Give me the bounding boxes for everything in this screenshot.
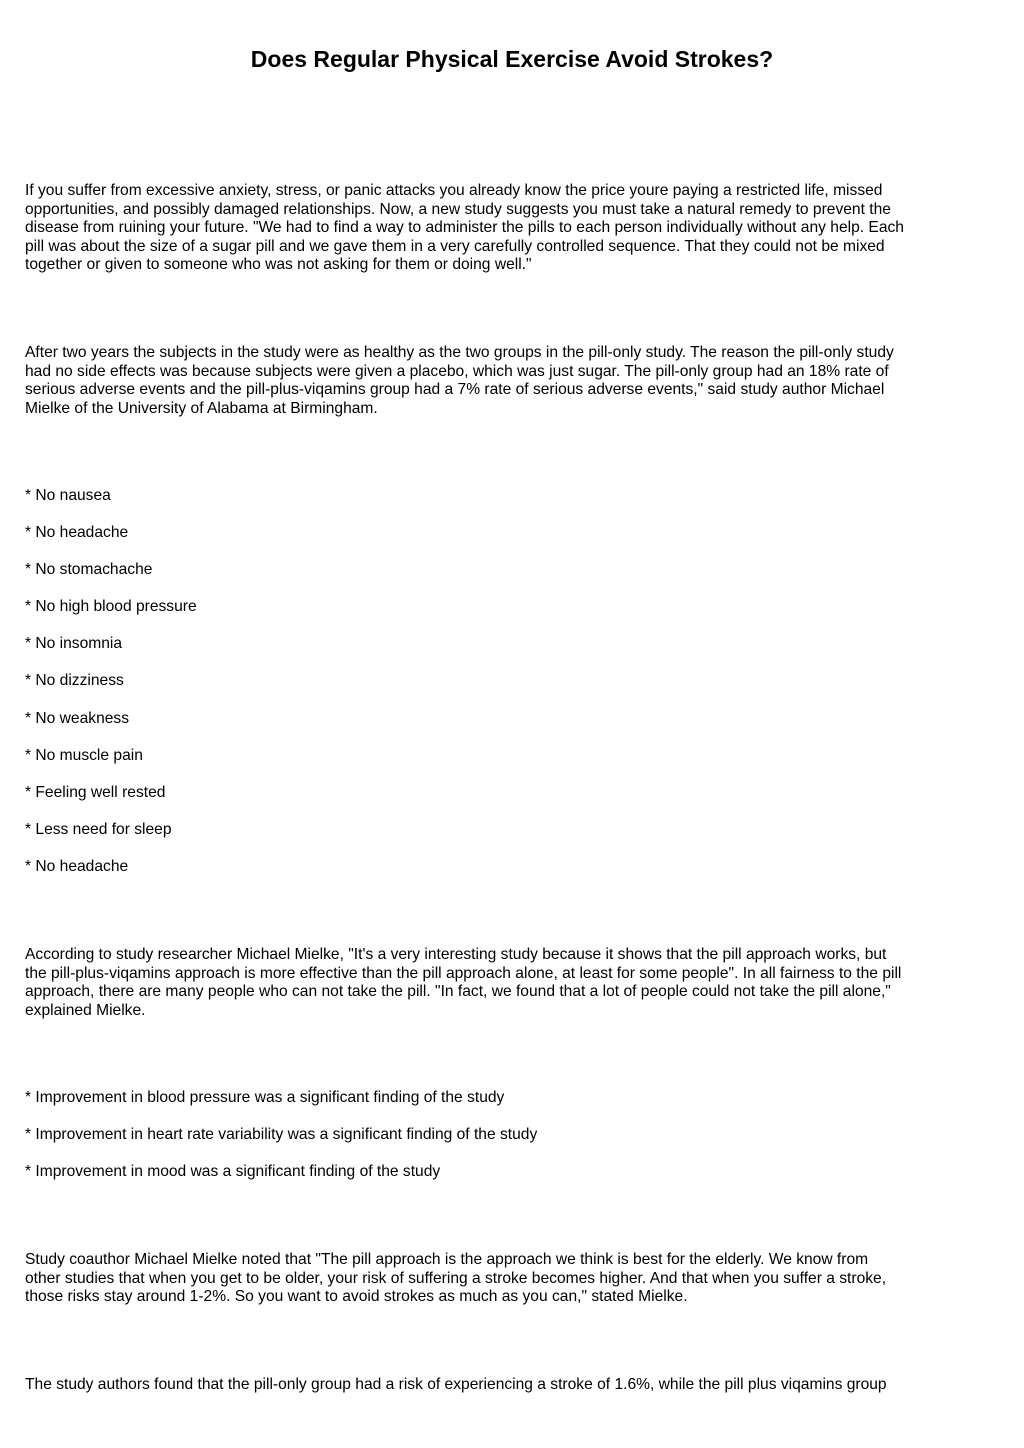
- list-item: * Feeling well rested: [25, 783, 166, 801]
- findings-list: [25, 1089, 537, 1200]
- paragraph-coauthor-quote: Study coauthor Michael Mielke noted that "The pill approach is the approach we think is best for the elderly. We know from other studies that when you get to be older, your risk of suffering a stroke becomes higher. And that when you suffer a stroke, those risks stay around 1-2%. So you want to avoid strokes as much as you can," stated Mielke.: [25, 1251, 887, 1306]
- list-item: * Improvement in heart rate variability was a significant finding of the study: [25, 1126, 538, 1144]
- list-item: * No nausea: [25, 487, 111, 504]
- paragraph-intro: If you suffer from excessive anxiety, stress, or panic attacks you already know the price youre paying a restricted life, missed opportunities, and possibly damaged relationships. Now, a new study suggests you must take a natural remedy to prevent the disease from ruining your future. "We had to find a way to administer the pills to each person individually without any help. Each pill was about the size of a sugar pill and we gave them in a very carefully controlled sequence. That they could not be mixed together or given to someone who was not asking for them or doing well.": [25, 182, 904, 274]
- list-item: * No stomachache: [25, 561, 153, 579]
- paragraph-stroke-risk: The study authors found that the pill-only group had a risk of experiencing a stroke of 1.6%, while the pill plus viqamins group: [25, 1376, 887, 1393]
- list-item: * No muscle pain: [25, 746, 143, 764]
- side-effects-list: [25, 487, 197, 895]
- list-item: * No headache: [25, 524, 129, 542]
- page-title: Does Regular Physical Exercise Avoid Strokes?: [250, 46, 774, 72]
- list-item: * Improvement in mood was a significant finding of the study: [25, 1163, 441, 1181]
- list-item: * No insomnia: [25, 635, 123, 653]
- paragraph-results: After two years the subjects in the study were as healthy as the two groups in the pill-only study. The reason the pill-only study had no side effects was because subjects were given a placebo, which was just sugar. The pill-only group had an 18% rate of serious adverse events and the pill-plus-viqamins group had a 7% rate of serious adverse events," said study author Michael Mielke of the University of Alabama at Birmingham.: [25, 344, 894, 417]
- list-item: * Improvement in blood pressure was a significant finding of the study: [25, 1089, 505, 1106]
- list-item: * No dizziness: [25, 672, 124, 690]
- list-item: * No headache: [25, 857, 129, 875]
- paragraph-researcher-quote: According to study researcher Michael Mielke, "It's a very interesting study because it shows that the pill approach works, but the pill-plus-viqamins approach is more effective than the pill approach alone, at least for some people". In all fairness to the pill approach, there are many people who can not take the pill. "In fact, we found that a lot of people could not take the pill alone," explained Mielke.: [25, 946, 902, 1019]
- list-item: * No high blood pressure: [25, 598, 197, 616]
- list-item: * No weakness: [25, 709, 130, 727]
- list-item: * Less need for sleep: [25, 820, 172, 838]
